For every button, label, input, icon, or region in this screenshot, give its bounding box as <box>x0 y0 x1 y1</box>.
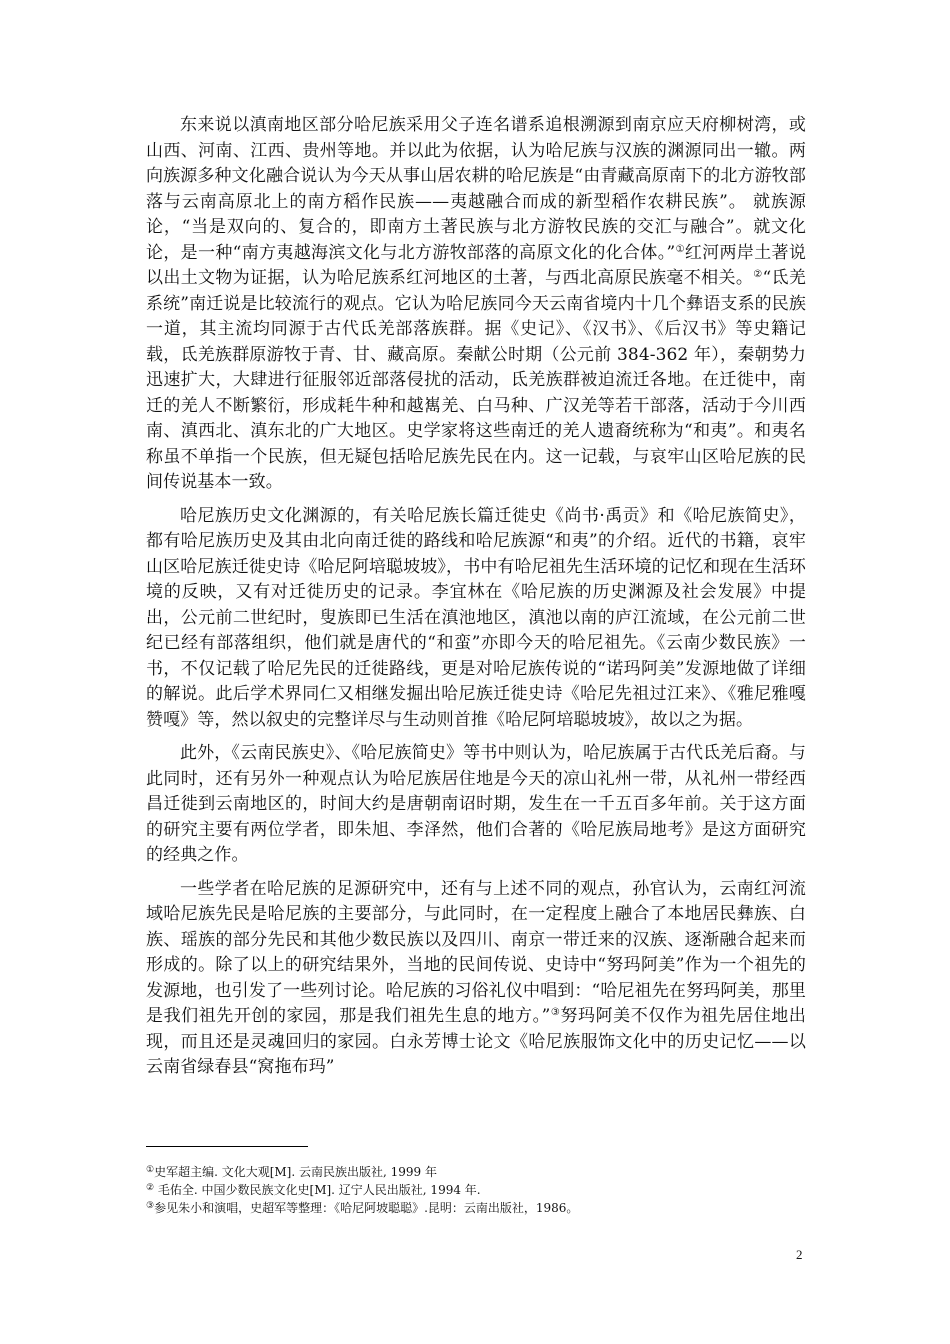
footnote-marker: ② <box>146 1183 155 1193</box>
footnote-text: 毛佑全. 中国少数民族文化史[M]. 辽宁人民出版社, 1994 年. <box>154 1183 481 1197</box>
footnote-2 <box>146 1181 806 1199</box>
page-number: 2 <box>796 1247 803 1262</box>
footnote-marker: ③ <box>146 1201 155 1211</box>
paragraph-text: 哈尼族历史文化渊源的，有关哈尼族长篇迁徙史《尚书·禹贡》和《哈尼族简史》，都有哈尼族历史及其由北向南迁徙的路线和哈尼族源“和夷”的介绍。近代的书籍，哀牢山区哈尼族迁徙史诗《哈尼阿培聪坡坡》，书中有哈尼祖先生活环境的记忆和现在生活环境的反映，又有对迁徙历史的记录。李宜林在《哈尼族的历史渊源及社会发展》中提出，公元前二世纪时，叟族即已生活在滇池地区，滇池以南的庐江流域，在公元前二世纪已经有部落组织，他们就是唐代的“和蛮”亦即今天的哈尼祖先。《云南少数民族》一书，不仅记载了哈尼先民的迁徙路线，更是对哈尼族传说的“诺玛阿美”发源地做了详细的解说。此后学术界同仁又相继发掘出哈尼族迁徙史诗《哈尼先祖过江来》、《雅尼雅嘎赞嘎》等，然以叙史的完整详尽与生动则首推《哈尼阿培聪坡坡》，故以之为据。 <box>146 505 806 730</box>
paragraph-3 <box>146 741 806 869</box>
paragraph-text: 一些学者在哈尼族的足源研究中，还有与上述不同的观点，孙官认为，云南红河流域哈尼族先民是哈尼族的主要部分，与此同时，在一定程度上融合了本地居民彝族、白族、瑶族的部分先民和其他少数民族以及四川、南京一带迁来的汉族、逐渐融合起来而形成的。除了以上的研究结果外，当地的民间传说、史诗中“努玛阿美”作为一个祖先的发源地，也引发了一些列讨论。哈尼族的习俗礼仪中唱到：“哈尼祖先在努玛阿美，那里是我们祖先开创的家园，那是我们祖先生息的地方。” <box>146 878 806 1026</box>
footnote-3 <box>146 1199 806 1217</box>
footnotes <box>146 1163 806 1217</box>
paragraph-text: 红河两岸土著说以出土文物为证据，认为哈尼族系红河地区的土著，与西北高原民族毫不相关。 <box>146 242 806 288</box>
paragraph-text: 此外，《云南民族史》、《哈尼族简史》等书中则认为，哈尼族属于古代氐羌后裔。与此同时，还有另外一种观点认为哈尼族居住地是今天的凉山礼州一带，从礼州一带经西昌迁徙到云南地区的，时间大约是唐朝南诏时期，发生在一千五百多年前。关于这方面的研究主要有两位学者，即朱旭、李泽然，他们合著的《哈尼族局地考》是这方面研究的经典之作。 <box>146 743 806 865</box>
footnote-1 <box>146 1163 806 1181</box>
footnote-ref-1[interactable]: ① <box>675 243 685 255</box>
paragraph-text: “氐羌系统”南迁说是比较流行的观点。它认为哈尼族同今天云南省境内十几个彝语支系的民族一道，其主流均同源于古代氐羌部落族群。据《史记》、《汉书》、《后汉书》等史籍记载，氐羌族群原游牧于青、甘、藏高原。秦献公时期（公元前 384-362 年），秦朝势力迅速扩大，大肆进行征服邻近部落侵扰的活动，氐羌族群被迫流迁各地。在迁徙中，南迁的羌人不断繁衍，形成耗牛种和越嶲羌、白马种、广汉羌等若干部落，活动于今川西南、滇西北、滇东北的广大地区。史学家将这些南迁的羌人遗裔统称为“和夷”。和夷名称虽不单指一个民族，但无疑包括哈尼族先民在内。这一记载，与哀牢山区哈尼族的民间传说基本一致。 <box>146 268 807 492</box>
paragraph-2 <box>146 504 806 734</box>
body-text <box>146 113 806 1089</box>
paragraph-text: 东来说以滇南地区部分哈尼族采用父子连名谱系追根溯源到南京应天府柳树湾，或山西、河南、江西、贵州等地。并以此为依据，认为哈尼族与汉族的渊源同出一辙。两向族源多种文化融合说认为今天从事山居农耕的哈尼族是“由青藏高原南下的北方游牧部落与云南高原北上的南方稻作民族——夷越融合而成的新型稻作农耕民族”。 就族源论，“当是双向的、复合的，即南方土著民族与北方游牧民族的交汇与融合”。就文化论，是一种“南方夷越海滨文化与北方游牧部落的高原文化的化合体。” <box>146 115 806 263</box>
footnote-text: 史军超主编. 文化大观[M]. 云南民族出版社, 1999 年 <box>154 1165 437 1179</box>
footnote-ref-3[interactable]: ③ <box>550 1007 561 1018</box>
footnote-text: 参见朱小和演唱，史超军等整理：《哈尼阿坡聪聪》.昆明：云南出版社，1986。 <box>154 1201 579 1215</box>
paragraph-text: 努玛阿美不仅作为祖先居住地出现，而且还是灵魂回归的家园。白永芳博士论文《哈尼族服饰文化中的历史记忆——以云南省绿春县“窝拖布玛” <box>146 1006 806 1077</box>
footnote-separator <box>146 1146 308 1147</box>
footnote-marker: ① <box>146 1165 155 1175</box>
footnote-ref-2[interactable]: ② <box>753 269 763 280</box>
paragraph-4 <box>146 877 806 1081</box>
paragraph-1 <box>146 113 806 496</box>
